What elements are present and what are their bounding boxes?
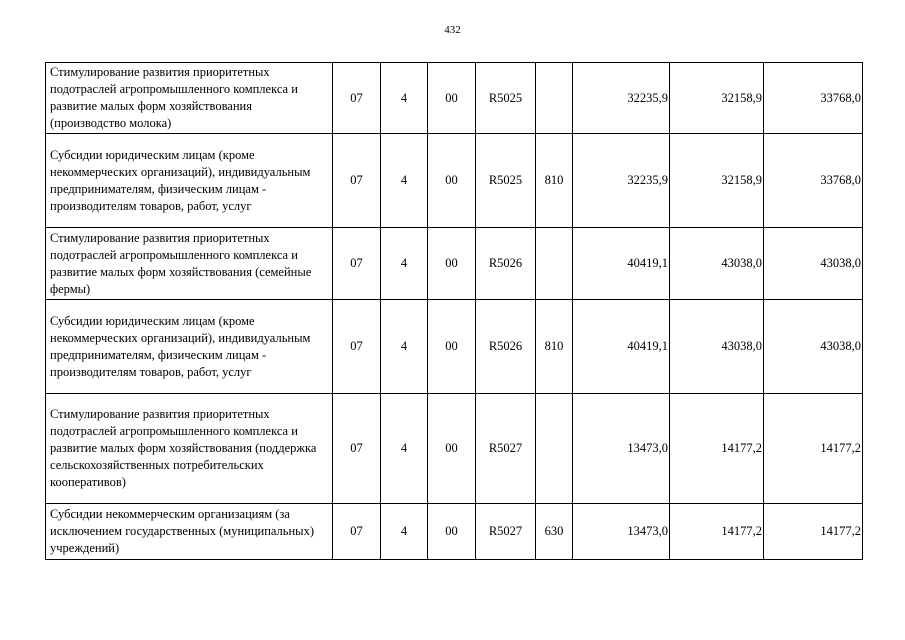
row-name: Стимулирование развития приоритетных подотраслей агропромышленного комплекса и развитие малых форм хозяйствования (семейные фермы)	[46, 228, 333, 300]
section-code: 07	[333, 504, 381, 560]
program-code: 00	[428, 504, 476, 560]
table-row	[46, 228, 863, 300]
amount-year-2: 43038,0	[670, 300, 764, 394]
table-row	[46, 300, 863, 394]
amount-year-1: 32235,9	[573, 63, 670, 134]
expense-type-code: 810	[536, 134, 573, 228]
expense-type-code: 810	[536, 300, 573, 394]
expense-type-code	[536, 394, 573, 504]
target-article-code: R5027	[476, 394, 536, 504]
target-article-code: R5027	[476, 504, 536, 560]
target-article-code: R5025	[476, 134, 536, 228]
table-row	[46, 504, 863, 560]
amount-year-2: 14177,2	[670, 504, 764, 560]
section-code: 07	[333, 394, 381, 504]
subsection-code: 4	[381, 394, 428, 504]
expense-type-code: 630	[536, 504, 573, 560]
amount-year-3: 33768,0	[764, 134, 863, 228]
amount-year-3: 43038,0	[764, 300, 863, 394]
row-name: Стимулирование развития приоритетных подотраслей агропромышленного комплекса и развитие малых форм хозяйствования (поддержка сельскохозяйственных потребительских кооперативов)	[46, 394, 333, 504]
amount-year-3: 14177,2	[764, 394, 863, 504]
row-name: Субсидии юридическим лицам (кроме некоммерческих организаций), индивидуальным предпринимателям, физическим лицам - производителям товаров, работ, услуг	[46, 134, 333, 228]
section-code: 07	[333, 300, 381, 394]
subsection-code: 4	[381, 504, 428, 560]
subsection-code: 4	[381, 63, 428, 134]
program-code: 00	[428, 63, 476, 134]
target-article-code: R5026	[476, 228, 536, 300]
table-row	[46, 394, 863, 504]
program-code: 00	[428, 394, 476, 504]
target-article-code: R5026	[476, 300, 536, 394]
budget-table	[45, 62, 863, 560]
program-code: 00	[428, 228, 476, 300]
amount-year-1: 13473,0	[573, 394, 670, 504]
subsection-code: 4	[381, 134, 428, 228]
amount-year-1: 40419,1	[573, 300, 670, 394]
table-row	[46, 134, 863, 228]
section-code: 07	[333, 228, 381, 300]
amount-year-3: 14177,2	[764, 504, 863, 560]
amount-year-2: 32158,9	[670, 63, 764, 134]
amount-year-2: 14177,2	[670, 394, 764, 504]
page-number: 432	[444, 24, 461, 36]
section-code: 07	[333, 134, 381, 228]
subsection-code: 4	[381, 300, 428, 394]
expense-type-code	[536, 63, 573, 134]
section-code: 07	[333, 63, 381, 134]
amount-year-1: 13473,0	[573, 504, 670, 560]
expense-type-code	[536, 228, 573, 300]
amount-year-3: 43038,0	[764, 228, 863, 300]
row-name: Субсидии юридическим лицам (кроме некоммерческих организаций), индивидуальным предпринимателям, физическим лицам - производителям товаров, работ, услуг	[46, 300, 333, 394]
table-row	[46, 63, 863, 134]
subsection-code: 4	[381, 228, 428, 300]
program-code: 00	[428, 300, 476, 394]
amount-year-1: 40419,1	[573, 228, 670, 300]
row-name: Субсидии некоммерческим организациям (за исключением государственных (муниципальных) учреждений)	[46, 504, 333, 560]
amount-year-2: 43038,0	[670, 228, 764, 300]
amount-year-3: 33768,0	[764, 63, 863, 134]
program-code: 00	[428, 134, 476, 228]
row-name: Стимулирование развития приоритетных подотраслей агропромышленного комплекса и развитие малых форм хозяйствования (производство молока)	[46, 63, 333, 134]
target-article-code: R5025	[476, 63, 536, 134]
amount-year-2: 32158,9	[670, 134, 764, 228]
amount-year-1: 32235,9	[573, 134, 670, 228]
